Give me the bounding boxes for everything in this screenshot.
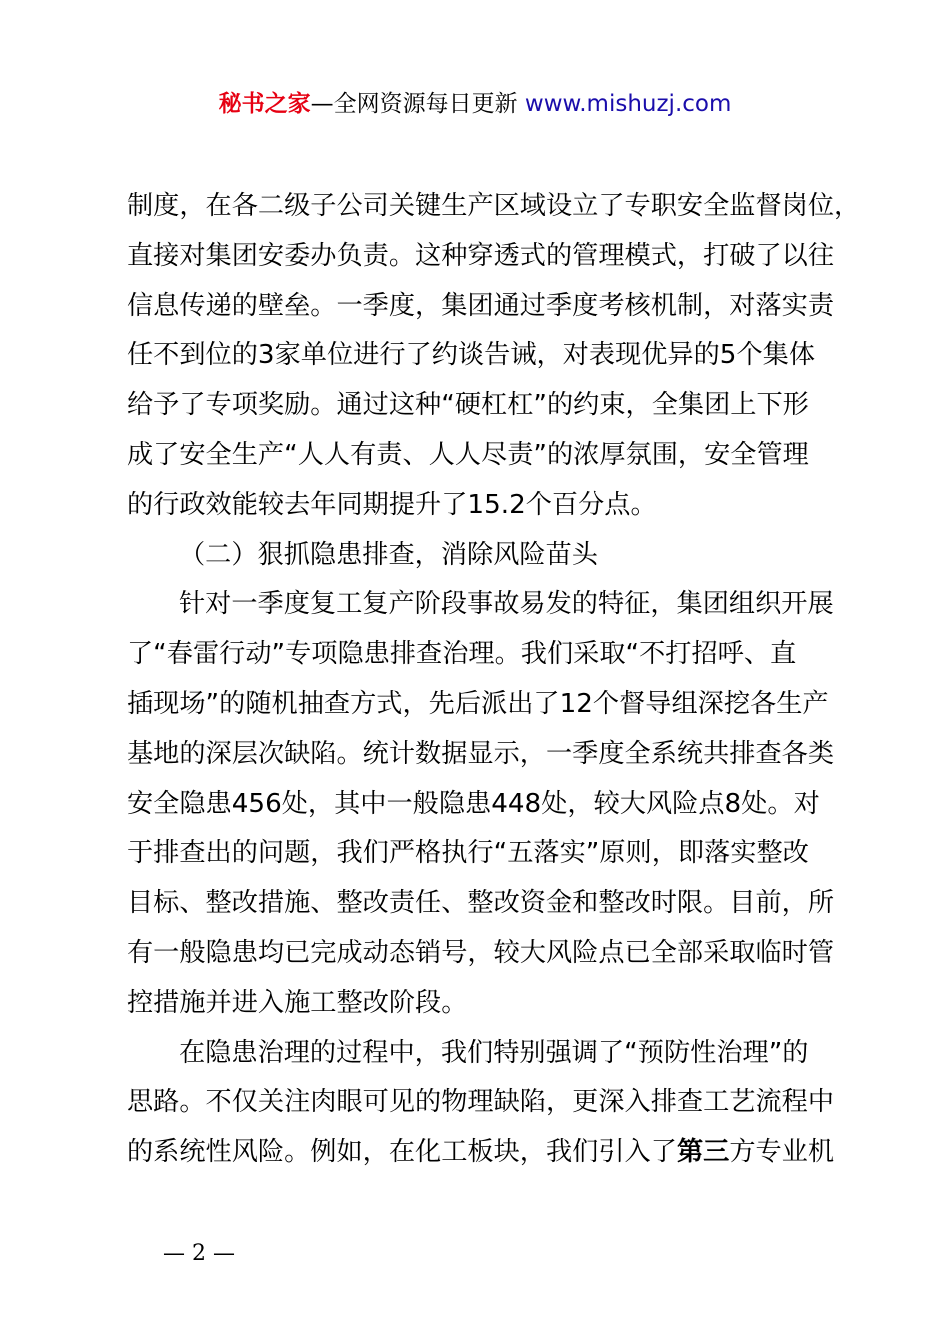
- text-line: 成了安全生产“人人有责、人人尽责”的浓厚氛围，安全管理: [127, 439, 809, 470]
- text-line: 在隐患治理的过程中，我们特别强调了“预防性治理”的: [179, 1037, 809, 1068]
- text-line: 给予了专项奖励。通过这种“硬杠杠”的约束，全集团上下形: [127, 390, 809, 421]
- text-line: 于排查出的问题，我们严格执行“五落实”原则，即落实整改: [127, 838, 809, 869]
- text-line: 信息传递的壁垒。一季度，集团通过季度考核机制，对落实责: [127, 290, 835, 321]
- text-line: 控措施并进入施工整改阶段。: [127, 987, 468, 1018]
- text-line: 任不到位的3家单位进行了约谈告诫，对表现优异的5个集体: [127, 340, 816, 371]
- text-line: 针对一季度复工复产阶段事故易发的特征，集团组织开展: [179, 589, 834, 620]
- text-line: 思路。不仅关注肉眼可见的物理缺陷，更深入排查工艺流程中: [127, 1087, 835, 1118]
- text-line-tail: 方专业机: [729, 1137, 835, 1168]
- page-number: — 2 —: [163, 1241, 235, 1266]
- text-line-head: 的系统性风险。例如，在化工板块，我们引入了: [127, 1137, 677, 1168]
- text-line: 安全隐患456处，其中一般隐患448处，较大风险点8处。对: [127, 788, 820, 819]
- text-line: 了“春雷行动”专项隐患排查治理。我们采取“不打招呼、直: [127, 639, 797, 670]
- site-brand: 秘书之家: [218, 91, 311, 117]
- text-line: 制度，在各二级子公司关键生产区域设立了专职安全监督岗位，: [127, 191, 861, 221]
- page-header: [0, 88, 950, 120]
- text-line-last: [127, 1128, 837, 1178]
- text-line: 目标、整改措施、整改责任、整改资金和整改时限。目前，所: [127, 888, 835, 919]
- text-line: 直接对集团安委办负责。这种穿透式的管理模式，打破了以往: [127, 240, 835, 271]
- site-url-link[interactable]: www.mishuzj.com: [524, 91, 732, 117]
- site-slogan: —全网资源每日更新: [310, 91, 518, 117]
- document-body: [127, 182, 861, 1178]
- text-line: 有一般隐患均已完成动态销号，较大风险点已全部采取临时管: [127, 937, 835, 968]
- text-line: 插现场”的随机抽查方式，先后派出了12个督导组深挖各生产: [127, 688, 829, 719]
- text-line: 基地的深层次缺陷。统计数据显示，一季度全系统共排查各类: [127, 738, 835, 769]
- bold-text: 第三: [676, 1137, 730, 1168]
- text-line: 的行政效能较去年同期提升了15.2个百分点。: [127, 489, 657, 520]
- section-heading: （二）狠抓隐患排查，消除风险苗头: [179, 539, 598, 570]
